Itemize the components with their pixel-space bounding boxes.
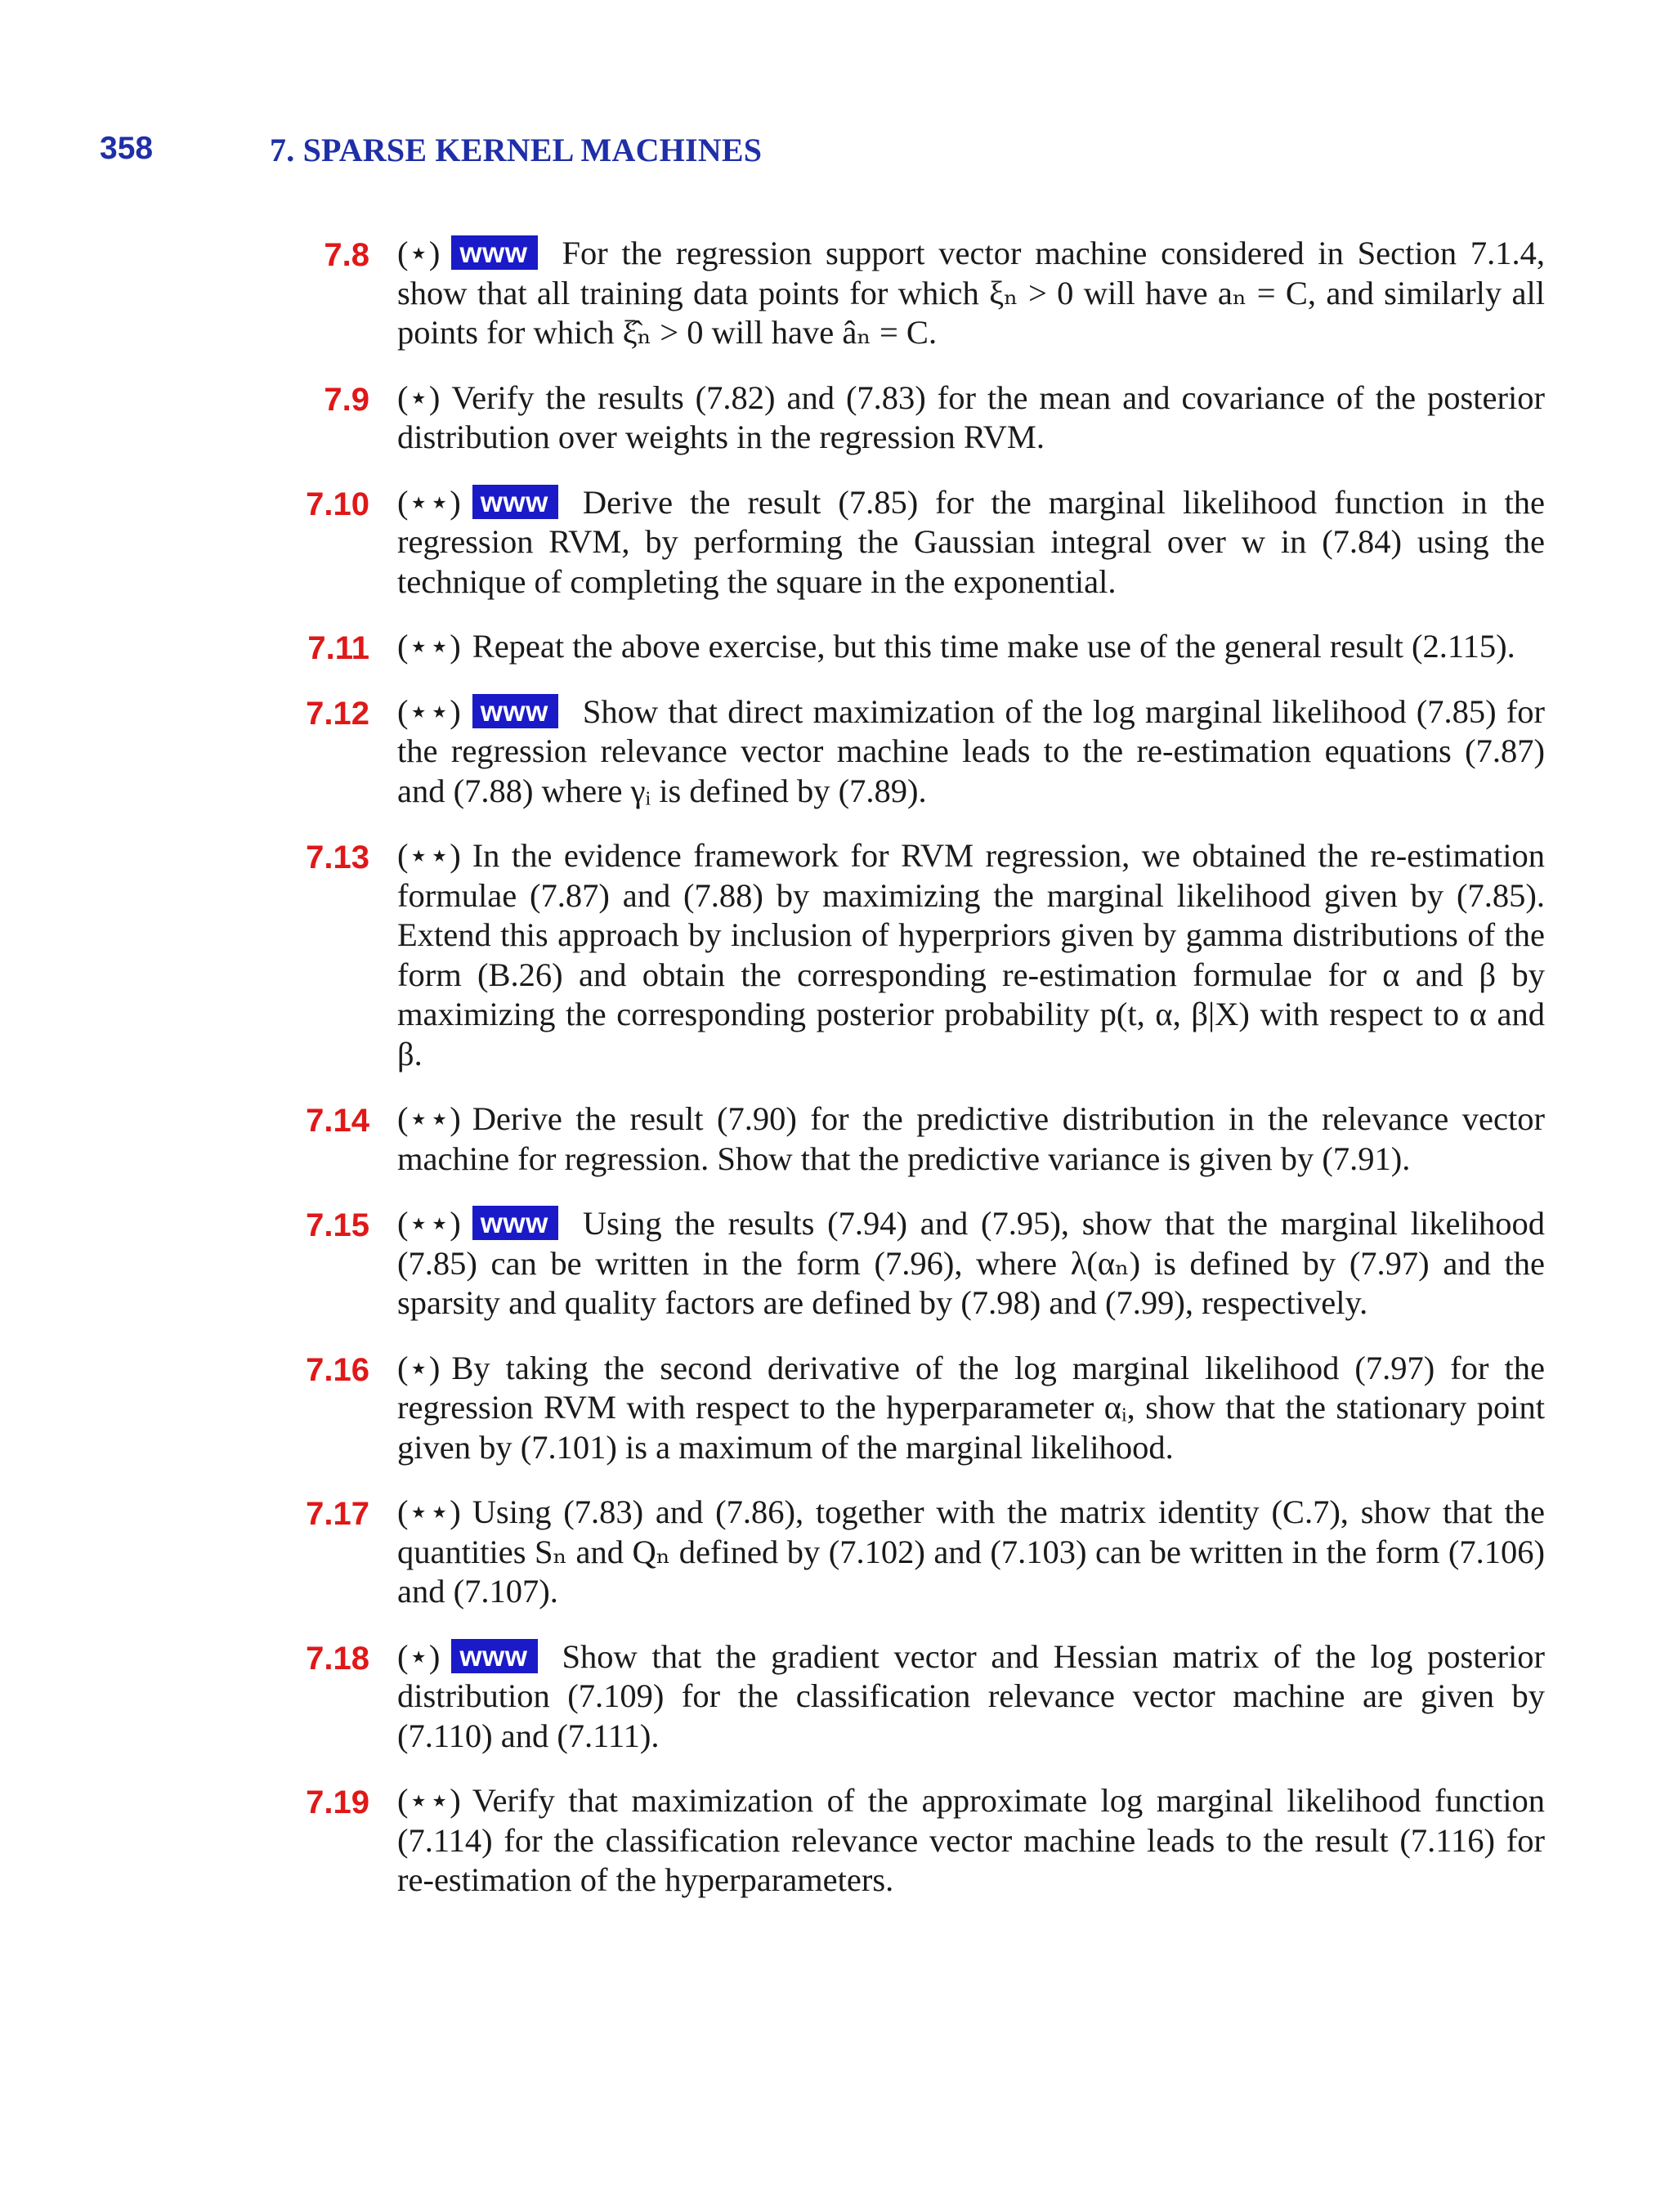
exercise-body: [397, 1349, 1545, 1468]
www-badge: www: [451, 1639, 537, 1673]
exercise-number: 7.14: [306, 1103, 369, 1139]
exercise-item: [0, 234, 1674, 353]
exercise-number: 7.8: [324, 237, 369, 273]
exercise-number: 7.9: [324, 381, 369, 418]
exercise-number: 7.17: [306, 1496, 369, 1532]
exercise-item: [0, 1204, 1674, 1323]
page-number: 358: [100, 131, 154, 166]
exercise-number: 7.18: [306, 1640, 369, 1677]
www-badge: www: [472, 1206, 558, 1240]
www-badge: www: [472, 485, 558, 519]
exercise-number: 7.12: [306, 695, 369, 732]
exercise-body: [397, 1493, 1545, 1612]
exercise-number: 7.16: [306, 1351, 369, 1388]
exercise-number: 7.15: [306, 1207, 369, 1243]
exercise-body: [397, 378, 1545, 458]
difficulty-stars: (⋆⋆): [397, 837, 461, 874]
chapter-title: 7. SPARSE KERNEL MACHINES: [270, 132, 763, 168]
exercise-text: In the evidence framework for RVM regression, we obtained the re-estimation formulae (7.87) and (7.88) by maximizing the marginal likelihood given by (7.85). Extend this approach by inclusion of hyperpriors given by gamma distributions of the form (B.26) and obtain the corresponding re-estimation formulae for α and β by maximizing the corresponding posterior probability p(t, α, β|X) with respect to α and β.: [397, 837, 1545, 1072]
exercise-text: Derive the result (7.85) for the marginal likelihood function in the regression RVM, by performing the Gaussian integral over w in (7.84) using the technique of completing the square in the exponential.: [397, 483, 1545, 600]
www-badge: www: [472, 694, 558, 728]
exercise-item: [0, 1637, 1674, 1757]
exercise-number: 7.13: [306, 840, 369, 875]
exercise-number: 7.19: [306, 1784, 369, 1820]
exercise-text: Derive the result (7.90) for the predictive distribution in the relevance vector machine for regression. Show that the predictive variance is given by (7.91).: [397, 1100, 1545, 1177]
difficulty-stars: (⋆⋆): [397, 1782, 461, 1819]
exercise-text: Verify that maximization of the approximate log marginal likelihood function (7.114) for the classification relevance vector machine leads to the result (7.116) for re-estimation of the hyperparameters.: [397, 1782, 1545, 1898]
exercise-text: Using (7.83) and (7.86), together with the matrix identity (C.7), show that the quantities Sₙ and Qₙ defined by (7.102) and (7.103) can be written in the form (7.106) and (7.107).: [397, 1493, 1545, 1610]
exercise-body: [397, 1204, 1545, 1323]
exercise-list: [0, 234, 1674, 1926]
exercise-body: [397, 1637, 1545, 1757]
exercise-text: By taking the second derivative of the log marginal likelihood (7.97) for the regression RVM with respect to the hyperparameter αᵢ, show that the stationary point given by (7.101) is a maximum of the marginal likelihood.: [397, 1349, 1545, 1466]
exercise-text: Verify the results (7.82) and (7.83) for the mean and covariance of the posterior distribution over weights in the regression RVM.: [397, 378, 1545, 455]
difficulty-stars: (⋆): [397, 378, 441, 416]
exercise-body: [397, 692, 1545, 812]
exercise-item: [0, 1099, 1674, 1179]
exercise-item: [0, 378, 1674, 458]
exercise-item: [0, 1781, 1674, 1901]
exercise-body: [397, 627, 1545, 667]
exercise-item: [0, 627, 1674, 667]
exercise-text: Show that direct maximization of the log marginal likelihood (7.85) for the regression relevance vector machine leads to the re-estimation equations (7.87) and (7.88) where γᵢ is defined by (7.89).: [397, 692, 1545, 809]
exercise-text: Show that the gradient vector and Hessian matrix of the log posterior distribution (7.109) for the classification relevance vector machine are given by (7.110) and (7.111).: [397, 1637, 1545, 1754]
exercise-body: [397, 234, 1545, 353]
difficulty-stars: (⋆⋆): [397, 1205, 461, 1242]
exercise-body: [397, 1099, 1545, 1179]
difficulty-stars: (⋆⋆): [397, 628, 461, 665]
exercise-item: [0, 1493, 1674, 1612]
exercise-number: 7.11: [307, 630, 369, 666]
exercise-body: [397, 1781, 1545, 1901]
exercise-body: [397, 836, 1545, 1074]
exercise-body: [397, 483, 1545, 602]
difficulty-stars: (⋆): [397, 1637, 441, 1675]
exercise-item: [0, 692, 1674, 812]
exercise-text: Using the results (7.94) and (7.95), show that the marginal likelihood (7.85) can be written in the form (7.96), where λ(αₙ) is defined by (7.97) and the sparsity and quality factors are defined by (7.98) and (7.99), respectively.: [397, 1205, 1545, 1321]
difficulty-stars: (⋆⋆): [397, 1493, 461, 1530]
exercise-item: [0, 1349, 1674, 1468]
difficulty-stars: (⋆⋆): [397, 483, 461, 521]
exercise-item: [0, 483, 1674, 602]
exercise-text: For the regression support vector machine considered in Section 7.1.4, show that all training data points for which ξₙ > 0 will have aₙ = C, and similarly all points for which ξ̂ₙ > 0 will have âₙ = C.: [397, 235, 1545, 351]
difficulty-stars: (⋆⋆): [397, 692, 461, 730]
difficulty-stars: (⋆⋆): [397, 1100, 461, 1137]
www-badge: www: [451, 235, 537, 270]
difficulty-stars: (⋆): [397, 235, 441, 271]
difficulty-stars: (⋆): [397, 1349, 441, 1386]
exercise-text: Repeat the above exercise, but this time make use of the general result (2.115).: [472, 628, 1515, 665]
exercise-number: 7.10: [306, 486, 369, 522]
exercise-item: [0, 836, 1674, 1074]
